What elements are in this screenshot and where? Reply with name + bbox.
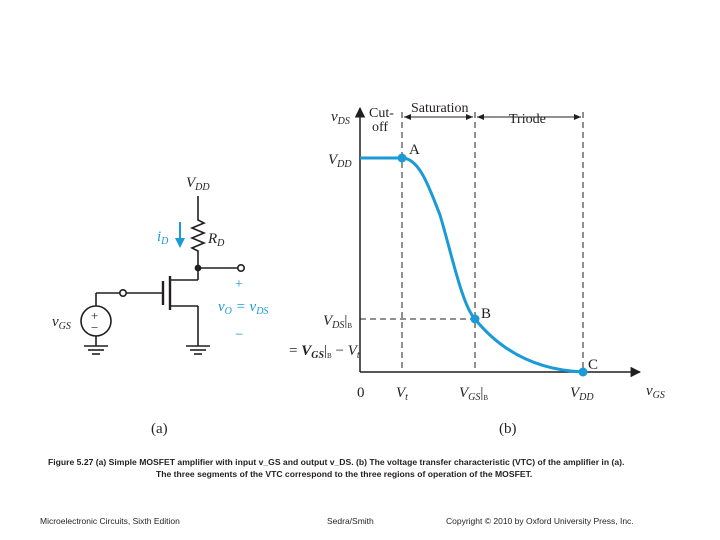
input-label: $v_{GS}$	[52, 314, 71, 332]
region-triode-label: Triode	[509, 112, 546, 127]
supply-label: $V_{DD}$	[186, 175, 210, 193]
output-terminal	[238, 265, 244, 271]
y-axis-label: $v_{DS}$	[331, 109, 350, 127]
point-c-marker	[579, 368, 588, 377]
point-b-label: B	[481, 306, 492, 322]
part-label-b: (b)	[499, 421, 517, 437]
source-minus-sign: −	[91, 320, 99, 335]
vtc-graph	[360, 108, 640, 377]
ground-symbol-left	[84, 346, 108, 354]
gate-terminal	[120, 290, 126, 296]
origin-label: 0	[357, 385, 365, 401]
x-tick-vdd: $V_{DD}$	[570, 385, 594, 403]
x-tick-vt: $V_t$	[396, 385, 408, 403]
drain-resistor	[192, 216, 204, 256]
region-saturation-label: Saturation	[411, 101, 469, 116]
output-label: $v_O = v_{DS}$	[218, 299, 269, 317]
point-a-label: A	[409, 142, 420, 158]
figure-caption	[48, 456, 688, 480]
drain-current-arrow	[175, 222, 185, 248]
point-c-label: C	[588, 357, 599, 373]
caption-line-1: Figure 5.27 (a) Simple MOSFET amplifier with input v_GS and output v_DS. (b) The voltage transfer characteristic (VTC) of the amplifier in (a).	[48, 457, 625, 467]
footer-copyright: Copyright © 2010 by Oxford University Press, Inc.	[446, 516, 634, 526]
vtc-curve	[360, 158, 583, 372]
y-tick-vds-b-eq: = $V_{GS}|_B - V_t$	[289, 343, 360, 361]
point-b-marker	[471, 315, 480, 324]
output-minus-sign: −	[235, 327, 244, 343]
y-tick-vds-b: $V_{DS}|_B$	[323, 313, 353, 331]
resistor-label: $R_D$	[208, 231, 225, 249]
footer-authors: Sedra/Smith	[327, 516, 374, 526]
circuit-diagram	[81, 175, 244, 354]
x-tick-vgs-b: $V_{GS}|_B$	[459, 385, 489, 403]
point-a-marker	[398, 154, 407, 163]
region-cutoff-label: Cut-off	[369, 106, 394, 135]
output-plus-sign: +	[235, 277, 243, 292]
source-plus-sign: +	[91, 308, 99, 323]
part-label-a: (a)	[151, 421, 168, 437]
y-tick-vdd: $V_{DD}$	[328, 152, 352, 170]
footer-book-title: Microelectronic Circuits, Sixth Edition	[40, 516, 180, 526]
current-label: $i_D$	[157, 229, 169, 247]
ground-symbol-right	[186, 346, 210, 354]
caption-line-2: The three segments of the VTC correspond to the three regions of operation of the MOSFET.	[156, 469, 533, 479]
x-axis-label: $v_{GS}$	[646, 383, 665, 401]
